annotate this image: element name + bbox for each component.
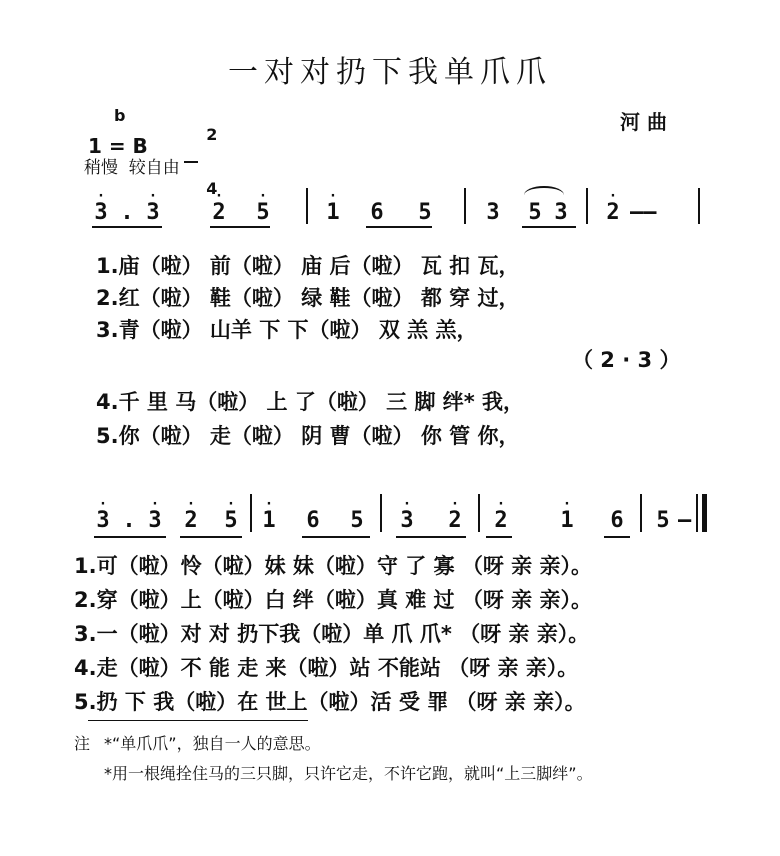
- note-dot: ·: [264, 496, 274, 512]
- lyric-line: 1.可（啦）怜（啦）妹 妹（啦）守 了 寡 （呀 亲 亲）。: [74, 554, 592, 578]
- note-dot: ·: [150, 496, 160, 512]
- note-dot: ·: [186, 496, 196, 512]
- note: 2: [212, 200, 226, 225]
- note-dot: ·: [226, 496, 236, 512]
- lyric-line: 2.红（啦） 鞋（啦） 绿 鞋（啦） 都 穿 过，: [96, 286, 520, 310]
- lyric-line: 4.走（啦）不 能 走 来（啦）站 不能站 （呀 亲 亲）。: [74, 656, 579, 680]
- note: 3: [146, 200, 160, 225]
- note: .: [122, 508, 136, 533]
- note: 2: [494, 508, 508, 533]
- note: 1: [560, 508, 574, 533]
- note: 3: [148, 508, 162, 533]
- note-dot: ·: [402, 496, 412, 512]
- lyric-line: 5.你（啦） 走（啦） 阴 曹（啦） 你 管 你，: [96, 424, 520, 448]
- note: .: [120, 200, 134, 225]
- beam: [210, 226, 270, 228]
- origin-label: 河 曲: [620, 110, 667, 134]
- lyric-line: 1.庙（啦） 前（啦） 庙 后（啦） 瓦 扣 瓦，: [96, 254, 520, 278]
- note: 6: [610, 508, 624, 533]
- footnote-divider: [88, 720, 308, 721]
- note: 5: [256, 200, 270, 225]
- beam: [486, 536, 512, 538]
- note-dot: ·: [496, 496, 506, 512]
- lyric-line: 5.扔 下 我（啦）在 世上（啦）活 受 罪 （呀 亲 亲）。: [74, 690, 586, 714]
- bar-line: [250, 494, 252, 532]
- key-label: 1 = B: [87, 134, 148, 158]
- bar-line: [586, 188, 588, 224]
- lyric-line: 4.千 里 马（啦） 上 了（啦） 三 脚 绊* 我，: [96, 390, 525, 414]
- note: 2: [606, 200, 620, 225]
- beam: [302, 536, 370, 538]
- note-dot: ·: [214, 188, 224, 204]
- song-title: 一对对扔下我单爪爪: [228, 55, 552, 90]
- slur: [524, 186, 564, 204]
- final-bar-line: [702, 494, 707, 532]
- note: 2: [184, 508, 198, 533]
- lyric-line: 3.一（啦）对 对 扔下我（啦）单 爪 爪* （呀 亲 亲）。: [74, 622, 590, 646]
- staff-line-1: [0, 188, 780, 230]
- bar-line: [696, 494, 698, 532]
- note: 3: [486, 200, 500, 225]
- note-dot: ·: [148, 188, 158, 204]
- bar-line: [478, 494, 480, 532]
- time-denominator: 4: [206, 179, 218, 199]
- beam: [604, 536, 630, 538]
- interlude: （ 2 · 3 ）: [572, 348, 681, 372]
- beam: [396, 536, 466, 538]
- beam: [92, 226, 162, 228]
- beam: [180, 536, 242, 538]
- lyric-line: 2.穿（啦）上（啦）白 绊（啦）真 难 过 （呀 亲 亲）。: [74, 588, 592, 612]
- lyric-line: 3.青（啦） 山羊 下 下（啦） 双 羔 羔，: [96, 318, 478, 342]
- note: 3: [96, 508, 110, 533]
- time-numerator: 2: [206, 124, 218, 144]
- note: 5: [656, 508, 670, 533]
- note-dot: ·: [96, 188, 106, 204]
- footnote-1: *“单爪爪”，独自一人的意思。: [104, 734, 321, 753]
- bar-line: [306, 188, 308, 224]
- note-dot: ·: [450, 496, 460, 512]
- hold-line: ——: [630, 200, 657, 225]
- footnote-2: *用一根绳拴住马的三只脚，只许它走，不许它跑，就叫“上三脚绊”。: [104, 764, 593, 783]
- note-dot: ·: [98, 496, 108, 512]
- bar-line: [698, 188, 700, 224]
- note: 6: [306, 508, 320, 533]
- note: 3: [400, 508, 414, 533]
- note-dot: ·: [258, 188, 268, 204]
- note: 3: [94, 200, 108, 225]
- bar-line: [640, 494, 642, 532]
- note: 1: [326, 200, 340, 225]
- note-dot: ·: [562, 496, 572, 512]
- note-dot: ·: [328, 188, 338, 204]
- note: 5: [418, 200, 432, 225]
- key-signature: [74, 106, 218, 199]
- tempo-marking: 稍慢 较自由: [84, 158, 180, 178]
- footnote-label: 注: [74, 734, 91, 753]
- note: 5: [224, 508, 238, 533]
- flat-sign: b: [114, 106, 126, 125]
- beam: [366, 226, 432, 228]
- hold-line: —: [678, 508, 692, 533]
- beam: [94, 536, 166, 538]
- bar-line: [464, 188, 466, 224]
- note: 5: [350, 508, 364, 533]
- bar-line: [380, 494, 382, 532]
- note: 2: [448, 508, 462, 533]
- beam: [522, 226, 576, 228]
- staff-line-2: [0, 496, 780, 538]
- note: 3: [554, 200, 568, 225]
- note: 6: [370, 200, 384, 225]
- note: 1: [262, 508, 276, 533]
- note-dot: ·: [608, 188, 618, 204]
- note: 5: [528, 200, 542, 225]
